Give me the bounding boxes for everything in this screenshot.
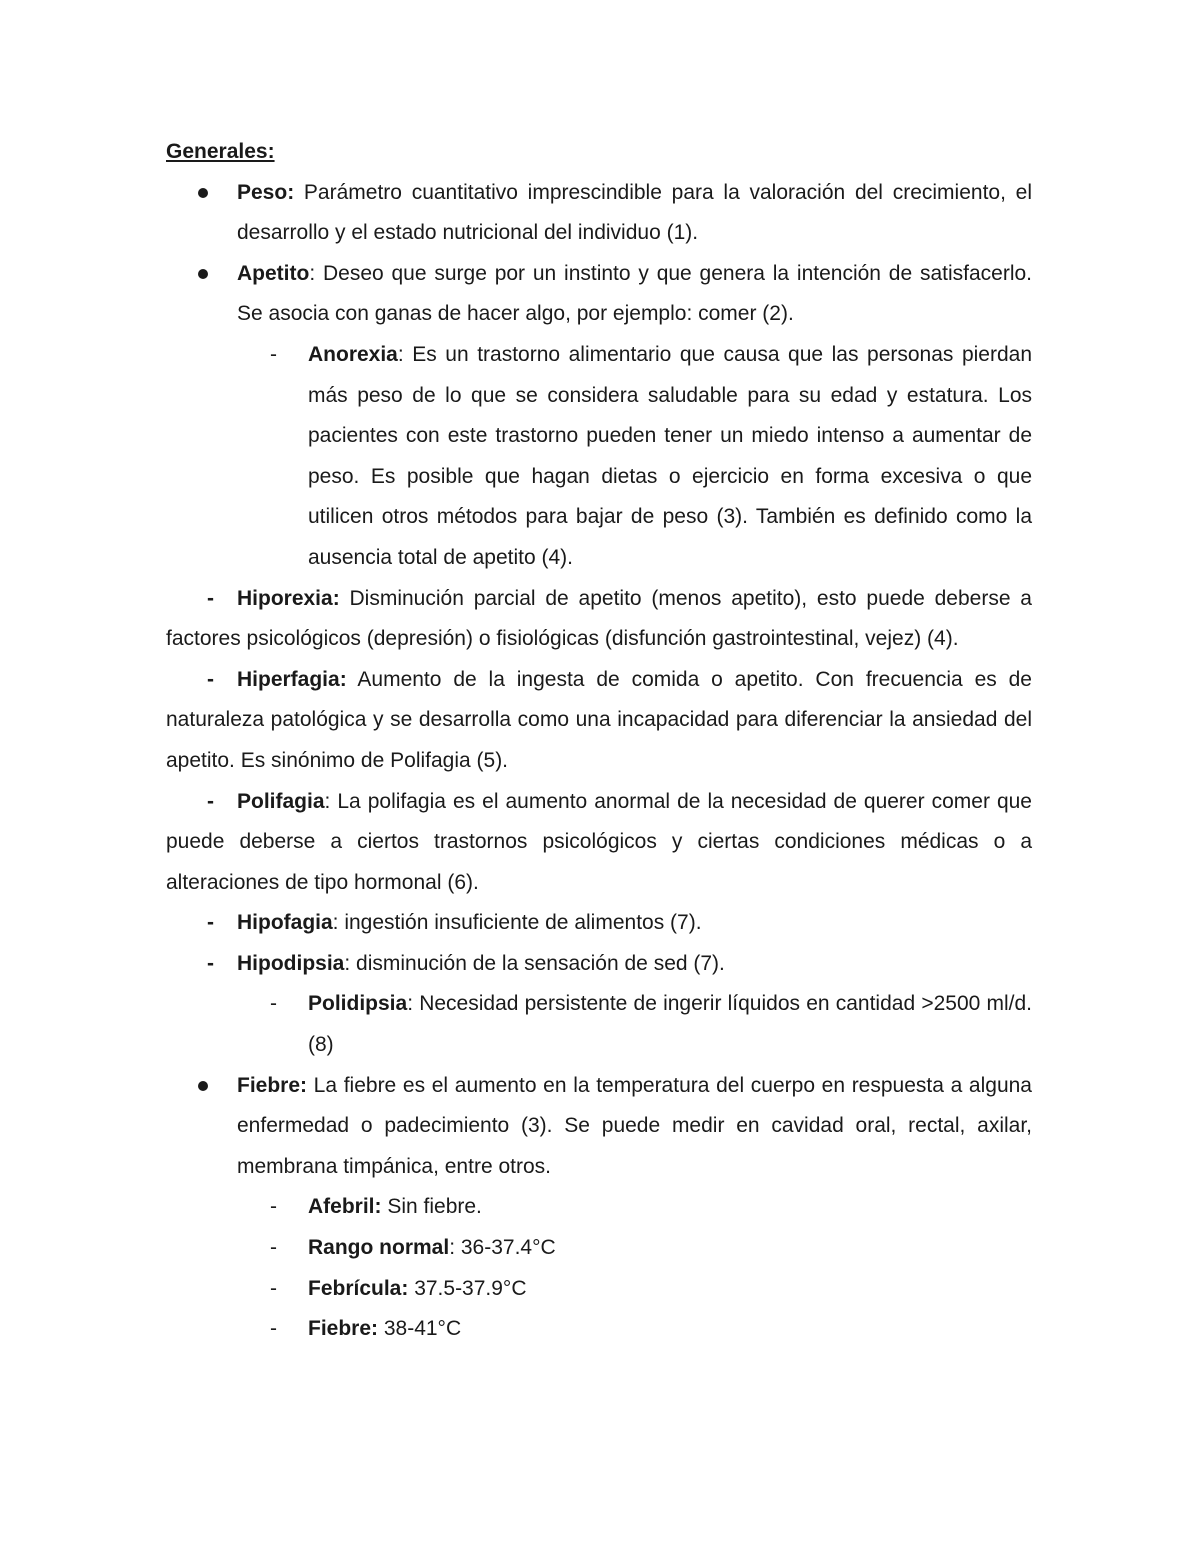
list-item-fiebre <box>166 1066 1032 1188</box>
list-item-polifagia <box>166 782 1032 904</box>
dash-marker: - <box>207 911 214 935</box>
dash-marker: - <box>270 1276 277 1300</box>
definition-hipofagia: : ingestión insuficiente de alimentos (7). <box>332 911 702 935</box>
document-page <box>166 132 1032 1350</box>
list-item-hiperfagia <box>166 660 1032 782</box>
definition-hiperfagia: Aumento de la ingesta de comida o apetito. Con frecuencia es de naturaleza patológica y se desarrolla como una incapacidad para diferenciar la ansiedad del apetito. Es sinónimo de Polifagia (5). <box>166 667 1032 772</box>
dash-marker: - <box>270 1317 277 1341</box>
term-apetito: Apetito <box>237 261 310 285</box>
dash-marker: - <box>207 586 214 610</box>
bullet-icon <box>198 1081 208 1091</box>
list-item-fiebre-rango <box>166 1309 1032 1350</box>
definition-fiebre-rango: 38-41°C <box>378 1317 462 1341</box>
term-polifagia: Polifagia <box>237 789 325 813</box>
list-item-afebril <box>166 1187 1032 1228</box>
definition-apetito: : Deseo que surge por un instinto y que genera la intención de satisfacerlo. Se asocia con ganas de hacer algo, por ejemplo: comer (2). <box>237 261 1032 326</box>
term-polidipsia: Polidipsia <box>308 992 408 1016</box>
term-fiebre: Fiebre: <box>237 1073 308 1097</box>
list-item-anorexia <box>166 335 1032 579</box>
dash-marker: - <box>270 1195 277 1219</box>
list-item-peso <box>166 173 1032 254</box>
term-hiperfagia: Hiperfagia: <box>237 667 347 691</box>
definition-anorexia: : Es un trastorno alimentario que causa que las personas pierdan más peso de lo que se considera saludable para su edad y estatura. Los pacientes con este trastorno pueden tener un miedo intenso a aumentar de peso. Es posible que hagan dietas o ejercicio en forma excesiva o que utilicen otros métodos para bajar de peso (3). También es definido como la ausencia total de apetito (4). <box>308 342 1032 569</box>
dash-marker: - <box>207 667 214 691</box>
bullet-icon <box>198 269 208 279</box>
definition-hipodipsia: : disminución de la sensación de sed (7). <box>344 951 725 975</box>
term-hipodipsia: Hipodipsia <box>237 951 345 975</box>
definition-febricula: 37.5-37.9°C <box>408 1276 527 1300</box>
bullet-icon <box>198 188 208 198</box>
term-hiporexia: Hiporexia: <box>237 586 340 610</box>
term-peso: Peso: <box>237 180 295 204</box>
definition-hiporexia: Disminución parcial de apetito (menos apetito), esto puede deberse a factores psicológicos (depresión) o fisiológicas (disfunción gastrointestinal, vejez) (4). <box>166 586 1032 651</box>
definition-fiebre: La fiebre es el aumento en la temperatura del cuerpo en respuesta a alguna enfermedad o padecimiento (3). Se puede medir en cavidad oral, rectal, axilar, membrana timpánica, entre otros. <box>237 1073 1032 1178</box>
list-item-febricula <box>166 1269 1032 1310</box>
list-item-apetito <box>166 254 1032 335</box>
term-anorexia: Anorexia <box>308 342 398 366</box>
list-item-hipodipsia <box>166 944 1032 985</box>
list-item-polidipsia <box>166 984 1032 1065</box>
dash-marker: - <box>270 1236 277 1260</box>
term-febricula: Febrícula: <box>308 1276 409 1300</box>
section-heading: Generales: <box>166 140 275 163</box>
list-item-hiporexia <box>166 579 1032 660</box>
dash-marker: - <box>207 951 214 975</box>
term-hipofagia: Hipofagia <box>237 911 333 935</box>
list-item-hipofagia <box>166 903 1032 944</box>
term-afebril: Afebril: <box>308 1195 382 1219</box>
dash-marker: - <box>270 342 277 366</box>
definition-peso: Parámetro cuantitativo imprescindible para la valoración del crecimiento, el desarrollo y el estado nutricional del individuo (1). <box>237 180 1032 245</box>
term-rango-normal: Rango normal <box>308 1236 450 1260</box>
definition-polifagia: : La polifagia es el aumento anormal de la necesidad de querer comer que puede deberse a ciertos trastornos psicológicos y ciertas condiciones médicas o a alteraciones de tipo hormonal (6). <box>166 789 1032 894</box>
dash-marker: - <box>207 789 214 813</box>
definition-afebril: Sin fiebre. <box>381 1195 482 1219</box>
list-item-rango-normal <box>166 1228 1032 1269</box>
term-fiebre-rango: Fiebre: <box>308 1317 379 1341</box>
definition-polidipsia: : Necesidad persistente de ingerir líquidos en cantidad >2500 ml/d. (8) <box>308 992 1032 1057</box>
definition-rango-normal: : 36-37.4°C <box>449 1236 556 1260</box>
dash-marker: - <box>270 992 277 1016</box>
